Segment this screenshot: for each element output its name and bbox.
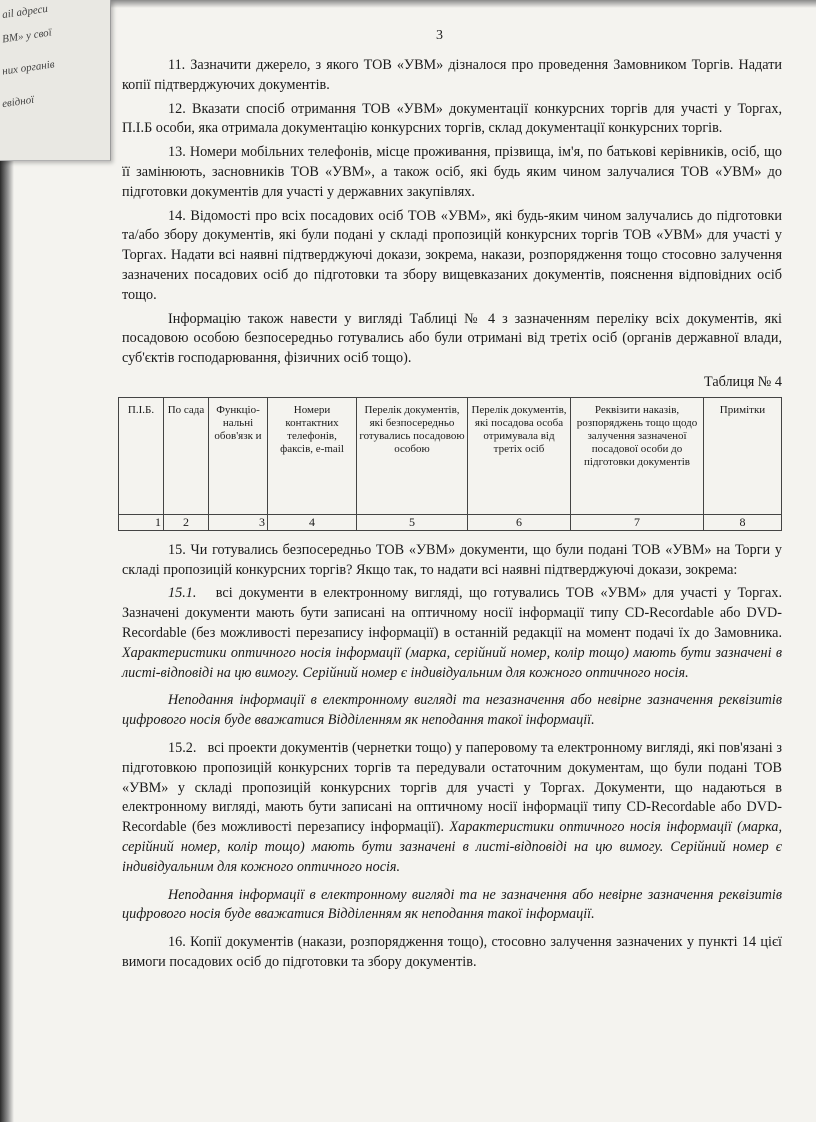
table-number-cell: 6 (468, 514, 571, 530)
table-header-cell: Перелік документів, які безпосередньо готувались посадовою особою (357, 397, 468, 514)
paragraph-15-2 (122, 739, 782, 878)
paragraph-15: 15. Чи готувались безпосередньо ТОВ «УВМ» документи, що були подані ТОВ «УВМ» на Торги у складі пропозицій конкурсних торгів? Якщо так, то надати всі наявні підтверджуючі докази, зокрема: (122, 541, 782, 578)
margin-fragment-line: евідної (1, 93, 35, 111)
subitem-italic-note: Характеристики оптичного носія інформації (марка, серійний номер, колір тощо) мають бути зазначені в листі-відповіді на цю вимогу. Серійний номер є індивідуальним для кожного оптичного носія. (122, 644, 782, 681)
paragraph-13: 13. Номери мобільних телефонів, місце проживання, прізвища, ім'я, по батькові керівників, осіб, що її замінюють, засновників ТОВ «УВМ», а також осіб, які будь яким чином залучалися ТОВ «УВМ» до підготовки документів для участі у державних закупівлях. (122, 144, 782, 200)
table-header-cell: Реквізити наказів, розпоряджень тощо щодо залучення зазначеної посадової особи до підготовки документів (571, 397, 704, 514)
margin-fragment-line: ail адреси (1, 2, 49, 22)
table-header-cell: П.І.Б. (119, 397, 164, 514)
table-4 (118, 397, 782, 531)
paragraph-15-1-warning: Неподання інформації в електронному вигляді та незазначення або невірне зазначення реквізитів цифрового носія буде вважатися Відділенням як неподання такої інформації. (122, 692, 782, 729)
margin-fragment-line: них органів (1, 58, 56, 78)
table-header-row (119, 397, 782, 514)
table-header-cell: Номери контактних телефонів, факсів, e-mail (268, 397, 357, 514)
page-number: 3 (436, 28, 443, 43)
table-number-cell: 4 (268, 514, 357, 530)
subitem-number: 15.2. (168, 739, 197, 756)
table-header-cell: Функціо-нальні обов'язк и (209, 397, 268, 514)
table-number-cell: 2 (164, 514, 209, 530)
subitem-number: 15.1. (168, 585, 197, 602)
table-number-cell: 5 (357, 514, 468, 530)
paragraph-12: 12. Вказати спосіб отримання ТОВ «УВМ» документації конкурсних торгів для участі у Торгах, П.І.Б особи, яка отримала документацію конкурсних торгів, склад документації конкурсних торгів. (122, 100, 782, 137)
table-number-cell: 8 (704, 514, 782, 530)
paragraph-14-table-intro: Інформацію також навести у вигляді Таблиці № 4 з зазначенням переліку всіх документів, які посадовою особою безпосередньо готувались або були отримані від третіх осіб (органів державної влади, суб'єктів господарювання, фізичних осіб тощо). (122, 310, 782, 367)
table-header-cell: Перелік документів, які посадова особа отримувала від третіх осіб (468, 397, 571, 514)
subitem-text: всі документи в електронному вигляді, що готувались ТОВ «УВМ» для участі у Торгах. Зазначені документи мають бути записані на оптичному носії інформації типу CD-Recordable або DVD-Recordable (без можливості перезапису інформації) в останній редакції на момент подачі їх до Замовника. (122, 585, 782, 641)
table-number-cell: 7 (571, 514, 704, 530)
folded-previous-page (0, 0, 111, 161)
subitem-text: всі проекти документів (чернетки тощо) у паперовому та електронному вигляді, які пов'язані з підготовкою пропозицій конкурсних торгів та передували остаточним документам, що були подані ТОВ «УВМ» у складі пропозицій конкурсних торгів для участі у Торгах. Документи, що надаються в електронному вигляді, мають бути записані на оптичному носії інформації типу CD-Recordable або DVD-Recordable (без можливості перезапису інформації). (122, 739, 782, 836)
paragraph-14: 14. Відомості про всіх посадових осіб ТОВ «УВМ», які будь-яким чином залучались до підготовки та/або збору документів, які були подані у складі пропозицій конкурсних торгів ТОВ «УВМ» для участі у Торгах. Надати всі наявні підтверджуючі докази, зокрема, накази, розпорядження тощо стосовно залучення зазначених посадових осіб до підготовки та збору вищевказаних документів, пояснення відповідних осіб тощо. (122, 207, 782, 303)
table-caption: Таблиця № 4 (704, 373, 782, 390)
scan-edge (0, 0, 816, 8)
paragraph-16: 16. Копії документів (накази, розпорядження тощо), стосовно залучення зазначених у пункті 14 цієї вимоги посадових осіб до підготовки та збору документів. (122, 934, 782, 970)
margin-fragment-line: ВМ» у свої (1, 26, 53, 46)
table-number-cell: 3 (209, 514, 268, 530)
table-header-cell: Примітки (704, 397, 782, 514)
document-body (122, 56, 782, 977)
paragraph-15-1 (122, 584, 782, 683)
paragraph-15-2-warning: Неподання інформації в електронному вигляді та не зазначення або невірне зазначення реквізитів цифрового носія буде вважатися Відділенням як неподання такої інформації. (122, 886, 782, 923)
subitem-italic-note: Характеристики оптичного носія інформації (марка, серійний номер, колір тощо) мають бути зазначені в листі-відповіді на цю вимогу. Серійний номер є індивідуальним для кожного оптичного носія. (122, 819, 783, 875)
table-header-cell: По сада (164, 397, 209, 514)
table-number-row (119, 514, 782, 530)
table-number-cell: 1 (119, 514, 164, 530)
paragraph-11: 11. Зазначити джерело, з якого ТОВ «УВМ» дізналося про проведення Замовником Торгів. Надати копії підтверджуючих документів. (122, 57, 782, 93)
binding-shadow (0, 150, 14, 1122)
